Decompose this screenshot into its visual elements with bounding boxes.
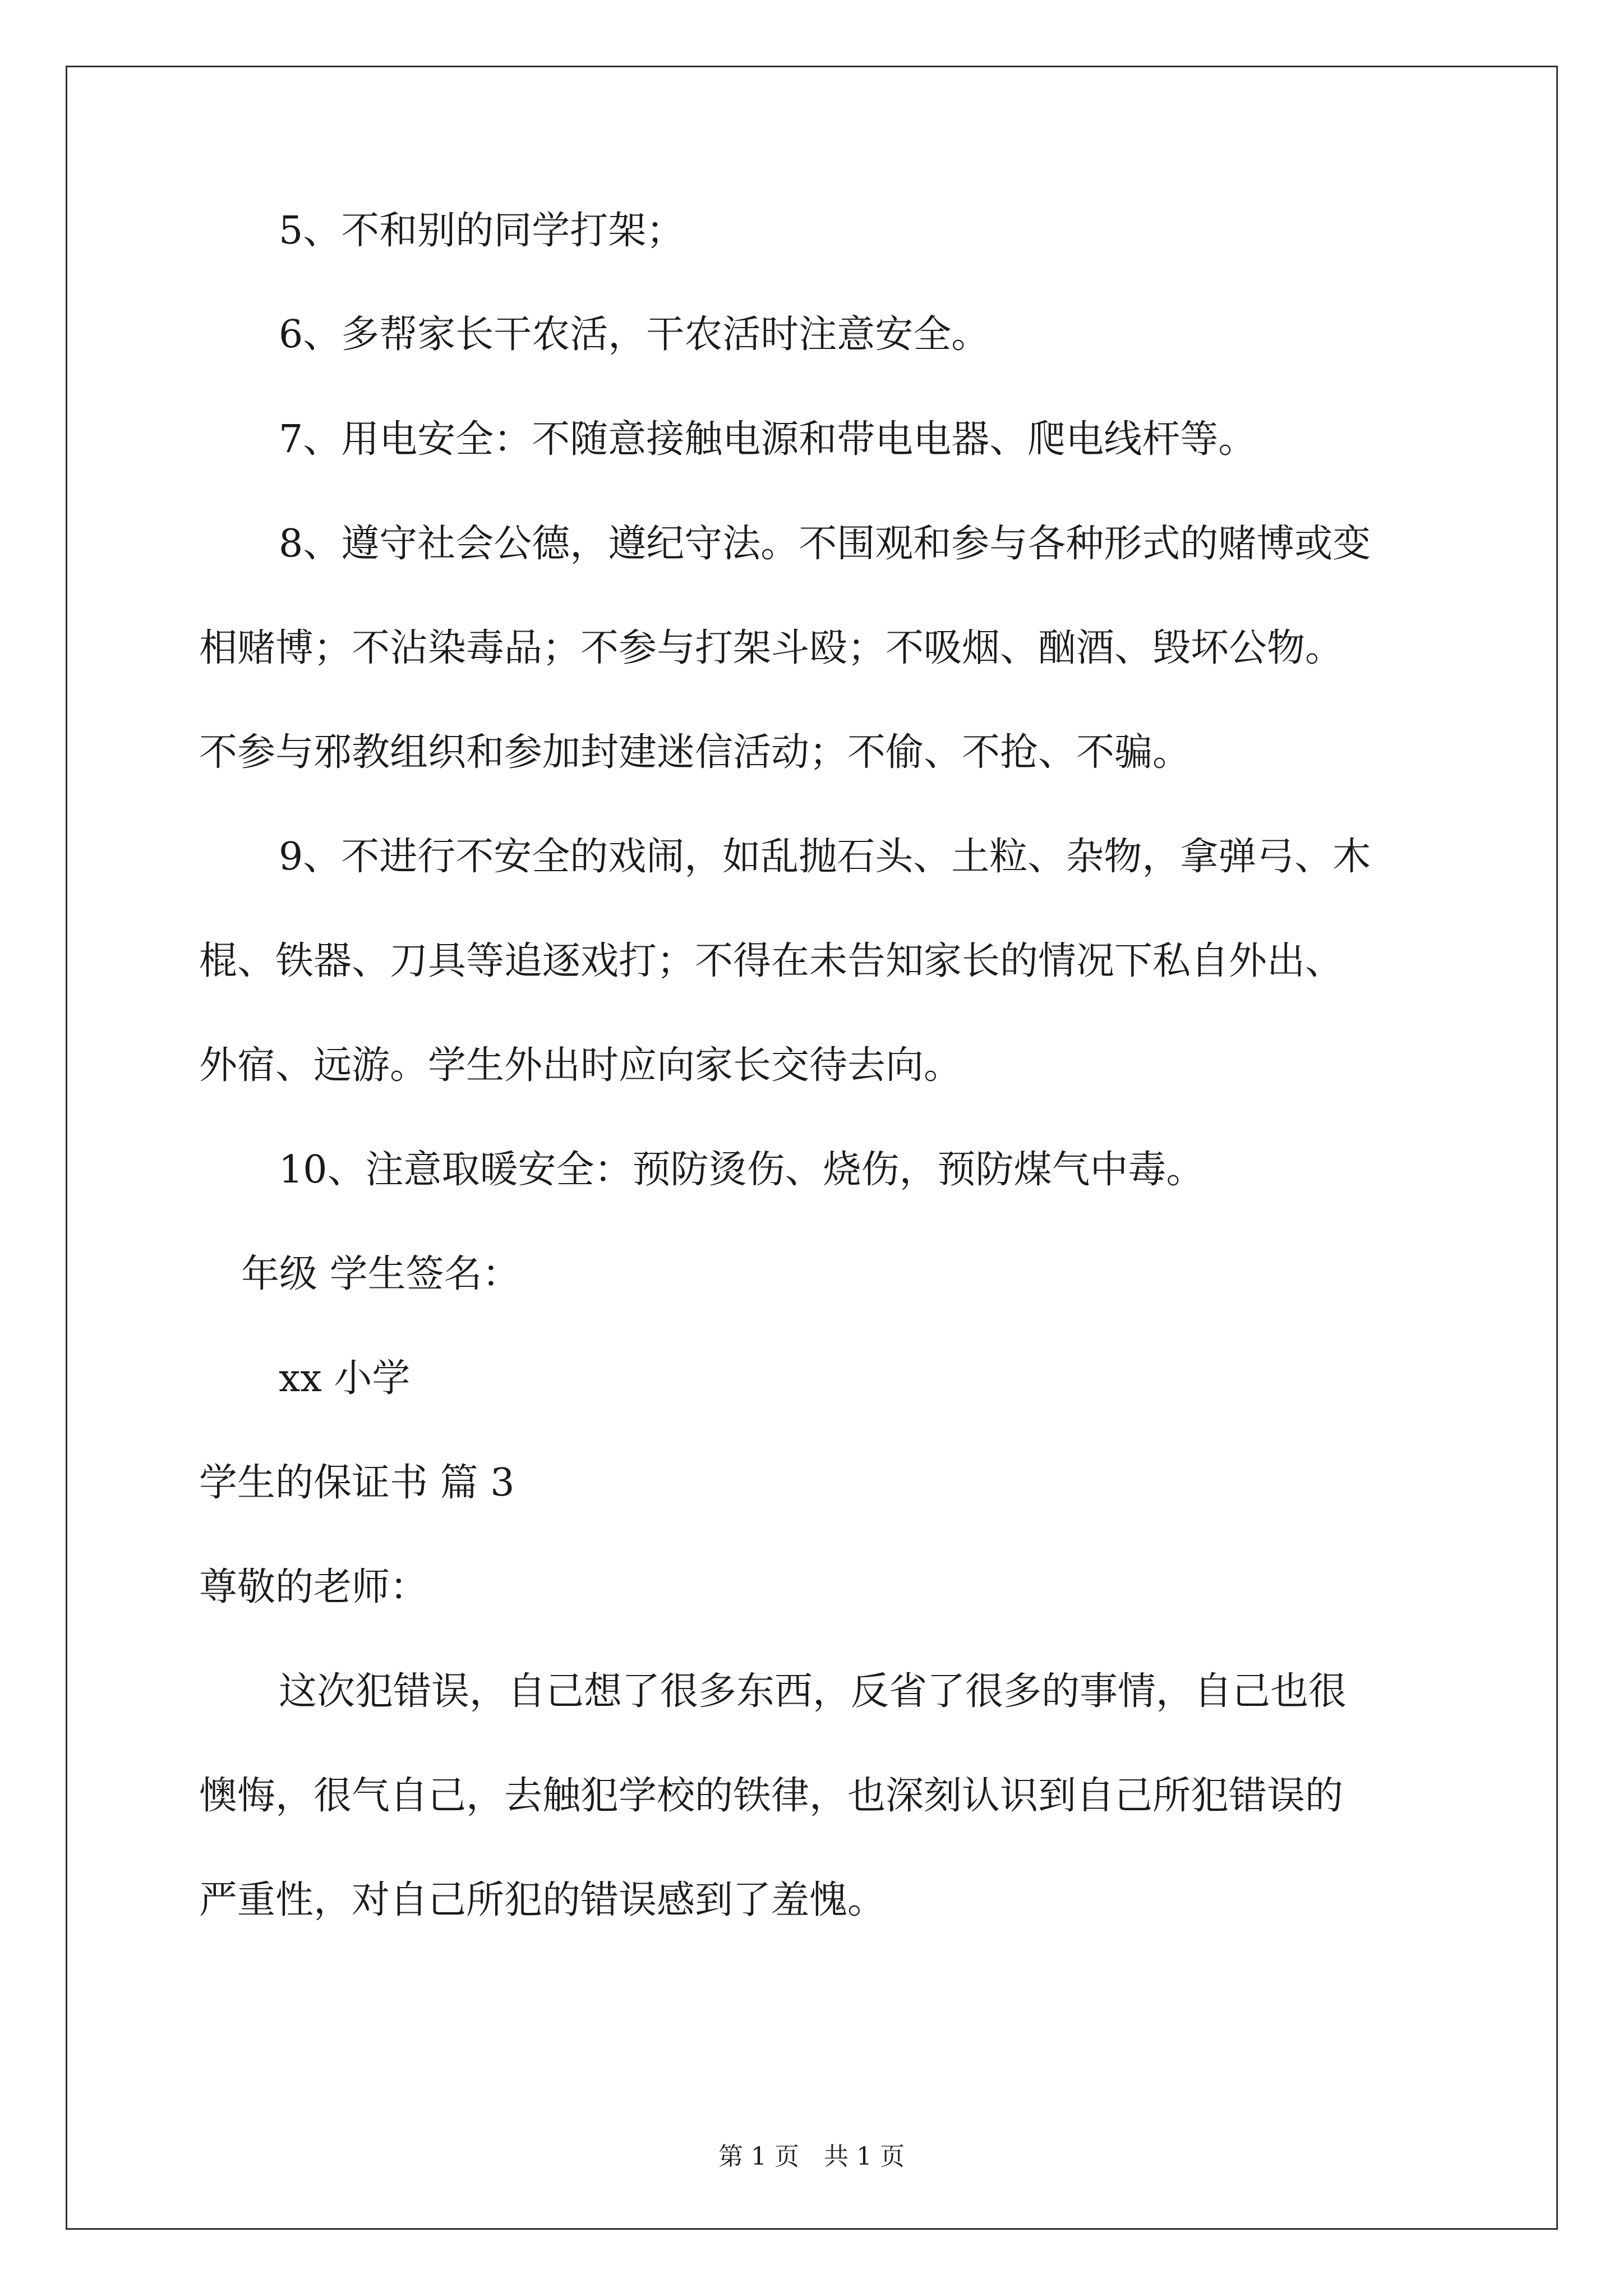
text-line: 7、用电安全：不随意接触电源和带电电器、爬电线杆等。 [279, 417, 1257, 462]
text-line: 9、不进行不安全的戏闹，如乱抛石头、土粒、杂物，拿弹弓、木 [279, 835, 1371, 879]
text-line: 8、遵守社会公德，遵纪守法。不围观和参与各种形式的赌博或变 [279, 522, 1371, 566]
page-footer: 第 1 页 共 1 页 [718, 2142, 905, 2171]
school-name: xx 小学 [279, 1356, 411, 1401]
text-line: 10、注意取暖安全：预防烫伤、烧伤，预防煤气中毒。 [279, 1148, 1205, 1192]
text-line: 5、不和别的同学打架； [279, 209, 685, 253]
signature-line: 年级 学生签名： [241, 1252, 520, 1296]
text-line: 6、多帮家长干农活，干农活时注意安全。 [279, 312, 990, 357]
section-title: 学生的保证书 篇 3 [199, 1461, 515, 1505]
text-line: 不参与邪教组织和参加封建迷信活动；不偷、不抢、不骗。 [199, 730, 1191, 775]
text-line: 懊悔，很气自己，去触犯学校的铁律，也深刻认识到自己所犯错误的 [199, 1774, 1344, 1818]
salutation: 尊敬的老师： [199, 1565, 428, 1609]
text-line: 棍、铁器、刀具等追逐戏打；不得在未告知家长的情况下私自外出、 [199, 939, 1344, 983]
text-line: 严重性，对自己所犯的错误感到了羞愧。 [199, 1878, 886, 1922]
text-line: 外宿、远游。学生外出时应向家长交待去向。 [199, 1043, 962, 1088]
text-line: 相赌博；不沾染毒品；不参与打架斗殴；不吸烟、酗酒、毁坏公物。 [199, 626, 1344, 670]
text-line: 这次犯错误，自己想了很多东西，反省了很多的事情，自己也很 [279, 1669, 1347, 1714]
